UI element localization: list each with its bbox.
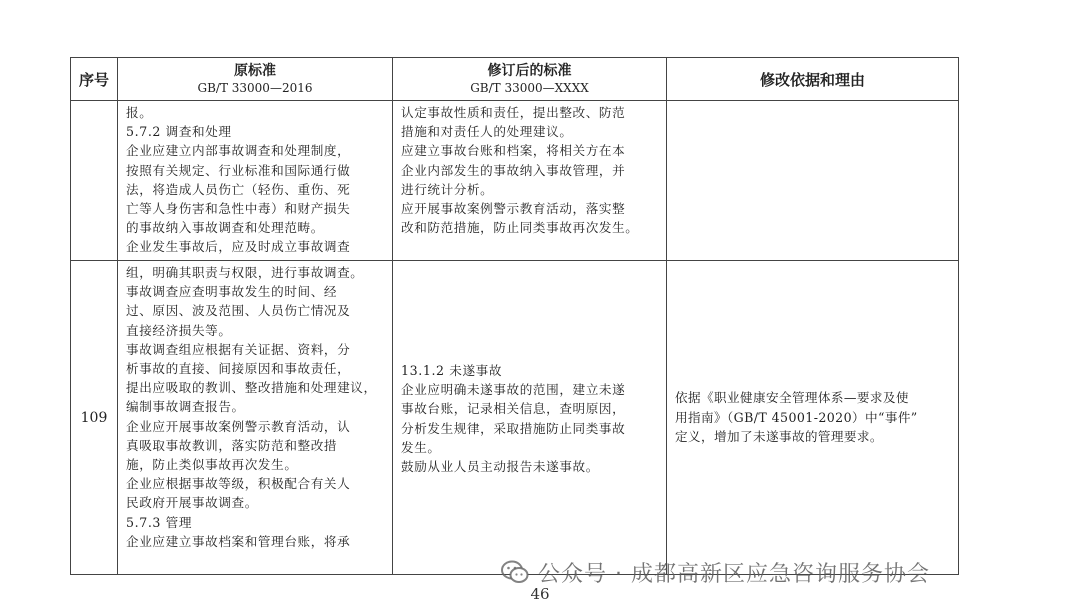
wechat-icon	[500, 557, 530, 587]
row-top-index	[71, 101, 118, 261]
table-row	[71, 101, 959, 261]
row-109-original: 组，明确其职责与权限，进行事故调查。 事故调查应查明事故发生的时间、经 过、原因、波及范围、人员伤亡情况及 直接经济损失等。 事故调查组应根据有关证据、资料，分 析事故的直接、间接原因和事故责任， 提出应吸取的教训、整改措施和处理建议， 编制事故调查报告。 企业应开展事故案例警示教育活动，认 真吸取事故教训，落实防范和整改措 施，防止类似事故再次发生。 企业应根据事故等级，积极配合有关人 民政府开展事故调查。 5.7.3 管理 企业应建立事故档案和管理台账，将承	[118, 261, 393, 575]
row-109-reason: 依据《职业健康安全管理体系—要求及使 用指南》（GB/T 45001-2020）中“事件” 定义，增加了未遂事故的管理要求。	[667, 261, 959, 575]
header-original-code: GB/T 33000—2016	[197, 81, 313, 95]
header-original-title: 原标准	[234, 63, 276, 79]
header-reason: 修改依据和理由	[667, 58, 959, 101]
row-top-revised: 认定事故性质和责任，提出整改、防范 措施和对责任人的处理建议。 应建立事故台账和档案，将相关方在本 企业内部发生的事故纳入事故管理，并 进行统计分析。 应开展事故案例警示教育活动，落实整 改和防范措施，防止同类事故再次发生。	[393, 101, 667, 261]
header-index: 序号	[71, 58, 118, 101]
row-109-revised: 13.1.2 未遂事故 企业应明确未遂事故的范围，建立未遂 事故台账，记录相关信息，查明原因， 分析发生规律，采取措施防止同类事故 发生。 鼓励从业人员主动报告未遂事故。	[393, 261, 667, 575]
header-revised-code: GB/T 33000—XXXX	[470, 81, 589, 95]
table-header-row	[71, 58, 959, 101]
row-top-original: 报。 5.7.2 调查和处理 企业应建立内部事故调查和处理制度， 按照有关规定、行业标准和国际通行做 法，将造成人员伤亡（轻伤、重伤、死 亡等人身伤害和急性中毒）和财产损失 的事故纳入事故调查和处理范畴。 企业发生事故后，应及时成立事故调查	[118, 101, 393, 261]
watermark-text: 公众号 · 成都高新区应急咨询服务协会	[538, 561, 930, 587]
comparison-table	[70, 57, 959, 575]
header-revised	[393, 58, 667, 101]
page-number: 46	[530, 585, 550, 603]
header-revised-title: 修订后的标准	[487, 63, 572, 79]
header-original	[118, 58, 393, 101]
row-top-reason	[667, 101, 959, 261]
watermark	[500, 552, 930, 592]
table-row	[71, 261, 959, 575]
row-109-index: 109	[71, 261, 118, 575]
